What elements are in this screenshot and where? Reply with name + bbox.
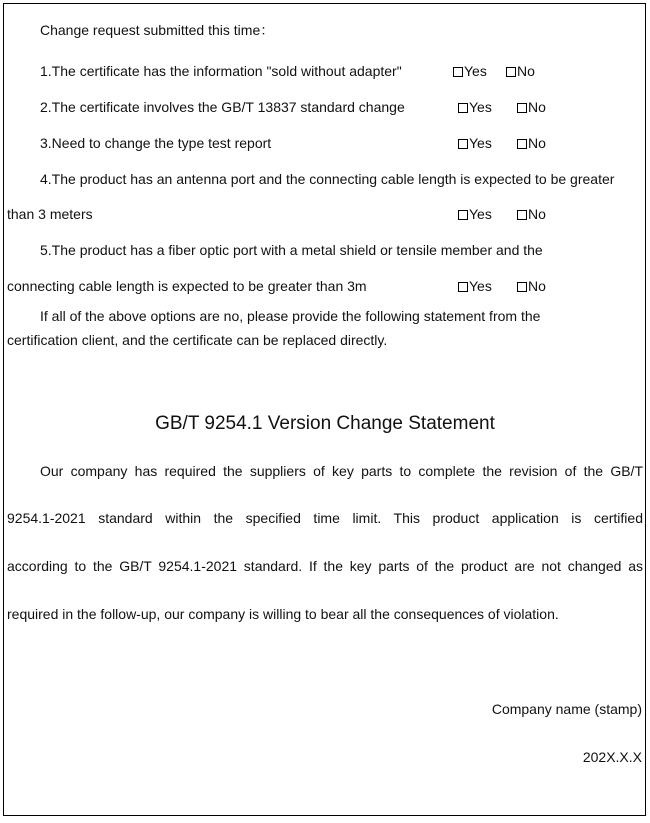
item-1-text: 1.The certificate has the information "sold without adapter" — [40, 63, 402, 79]
checkbox-icon — [458, 282, 468, 292]
checkbox-icon — [458, 139, 468, 149]
item-2-no-checkbox[interactable]: No — [517, 98, 546, 116]
item-4-yes-checkbox[interactable]: Yes — [458, 205, 492, 223]
item-1-no-checkbox[interactable]: No — [506, 62, 535, 80]
item-5-text-line2: connecting cable length is expected to be greater than 3m — [7, 278, 367, 294]
item-4-text-line2: than 3 meters — [7, 206, 93, 222]
item-2-text: 2.The certificate involves the GB/T 13837 standard change — [40, 99, 405, 115]
item-3-text: 3.Need to change the type test report — [40, 135, 272, 151]
note-line2: certification client, and the certificate can be replaced directly. — [7, 332, 388, 348]
item-1-yes-checkbox[interactable]: Yes — [453, 62, 487, 80]
statement-line-3: according to the GB/T 9254.1-2021 standard. If the key parts of the product are not changed as — [7, 558, 643, 574]
item-3-no-checkbox[interactable]: No — [517, 134, 546, 152]
checkbox-icon — [458, 103, 468, 113]
checkbox-icon — [517, 282, 527, 292]
statement-title: GB/T 9254.1 Version Change Statement — [155, 413, 495, 434]
header-text: Change request submitted this time： — [40, 22, 275, 38]
document-border — [3, 3, 646, 816]
statement-line-1: Our company has required the suppliers of key parts to complete the revision of the GB/T — [40, 463, 643, 479]
statement-line-4: required in the follow-up, our company is willing to bear all the consequences of violation. — [7, 606, 559, 622]
item-5-yes-checkbox[interactable]: Yes — [458, 277, 492, 295]
checkbox-icon — [506, 67, 516, 77]
checkbox-icon — [517, 210, 527, 220]
item-2-yes-checkbox[interactable]: Yes — [458, 98, 492, 116]
item-5-text-line1: 5.The product has a fiber optic port with a metal shield or tensile member and the — [40, 242, 543, 258]
item-5-no-checkbox[interactable]: No — [517, 277, 546, 295]
item-4-text-line1: 4.The product has an antenna port and the connecting cable length is expected to be greater — [40, 171, 615, 187]
checkbox-icon — [517, 139, 527, 149]
statement-line-2: 9254.1-2021 standard within the specified time limit. This product application is certified — [7, 510, 643, 526]
note-line1: If all of the above options are no, please provide the following statement from the — [40, 308, 541, 324]
item-4-no-checkbox[interactable]: No — [517, 205, 546, 223]
checkbox-icon — [458, 210, 468, 220]
checkbox-icon — [453, 67, 463, 77]
company-name-stamp: Company name (stamp) — [491, 701, 642, 717]
date-text: 202X.X.X — [582, 749, 642, 765]
checkbox-icon — [517, 103, 527, 113]
item-3-yes-checkbox[interactable]: Yes — [458, 134, 492, 152]
